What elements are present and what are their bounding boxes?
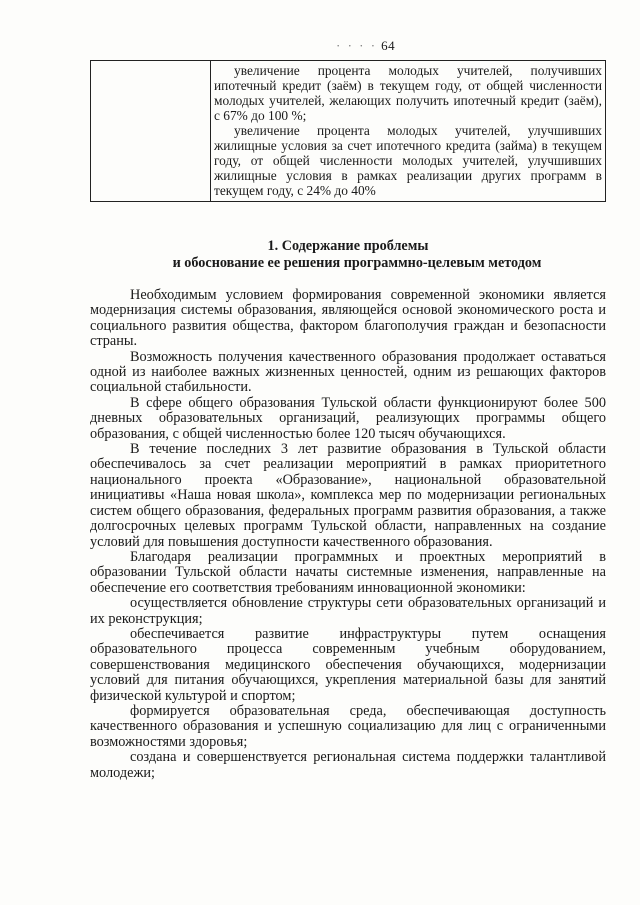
scan-noise-dots: · · · · <box>336 38 378 53</box>
paragraph: обеспечивается развитие инфраструктуры путем оснащения образовательного процесса современным учебным оборудованием, совершенствования медицинского обеспечения обучающихся, модернизации условий для питания обучающихся, укрепления материальной базы для занятий физической культурой и спортом; <box>90 625 606 704</box>
goals-table-left-cell <box>91 61 211 202</box>
page-number <box>336 38 395 54</box>
section-title-line2: и обоснование ее решения программно-целевым методом <box>172 255 542 271</box>
body-text <box>90 288 606 781</box>
goal-item: увеличение процента молодых учителей, получивших ипотечный кредит (заём) в текущем году, от общей численности молодых учителей, желающих получить ипотечный кредит (заём), с 67% до 100 %; <box>214 63 602 123</box>
paragraph: формируется образовательная среда, обеспечивающая доступность качественного образования и успешную социализацию для лиц с ограниченными возможностями здоровья; <box>90 702 606 750</box>
goals-table-row <box>91 61 606 202</box>
paragraph: осуществляется обновление структуры сети образовательных организаций и их реконструкция; <box>90 595 606 627</box>
page-number-value: 64 <box>381 38 396 53</box>
section-title-line1: 1. Содержание проблемы <box>267 238 429 254</box>
paragraph: Необходимым условием формирования современной экономики является модернизация системы образования, являющейся основой экономического роста и социального развития общества, фактором благополучия граждан и безопасности страны. <box>90 287 606 350</box>
paragraph: В сфере общего образования Тульской области функционируют более 500 дневных образовательных организаций, реализующих программы общего образования, с общей численностью более 120 тысяч обучающихся. <box>90 394 606 442</box>
paragraph: создана и совершенствуется региональная система поддержки талантливой молодежи; <box>90 749 606 781</box>
goal-item: увеличение процента молодых учителей, улучшивших жилищные условия за счет ипотечного кредита (займа) в текущем году, от общей численности молодых учителей, улучшивших жилищные условия в рамках реализации других программ в текущем году, с 24% до 40% <box>214 123 602 198</box>
paragraph: В течение последних 3 лет развитие образования в Тульской области обеспечивалось за счет реализации мероприятий в рамках приоритетного национального проекта «Образование», национальной образовательной инициативы «Наша новая школа», комплекса мер по модернизации региональных систем общего образования, федеральных программ развития образования, а также долгосрочных целевых программ Тульской области, направленных на создание условий для повышения доступности качественного образования. <box>90 441 606 550</box>
section-heading <box>90 238 606 272</box>
paragraph: Возможность получения качественного образования продолжает оставаться одной из наиболее важных жизненных ценностей, одним из решающих факторов социальной стабильности. <box>90 348 606 396</box>
goals-table-right-cell <box>211 61 606 202</box>
paragraph: Благодаря реализации программных и проектных мероприятий в образовании Тульской области начаты системные изменения, направленные на обеспечение его соответствия требованиям инновационной экономики: <box>90 548 606 596</box>
goals-table <box>90 60 606 202</box>
